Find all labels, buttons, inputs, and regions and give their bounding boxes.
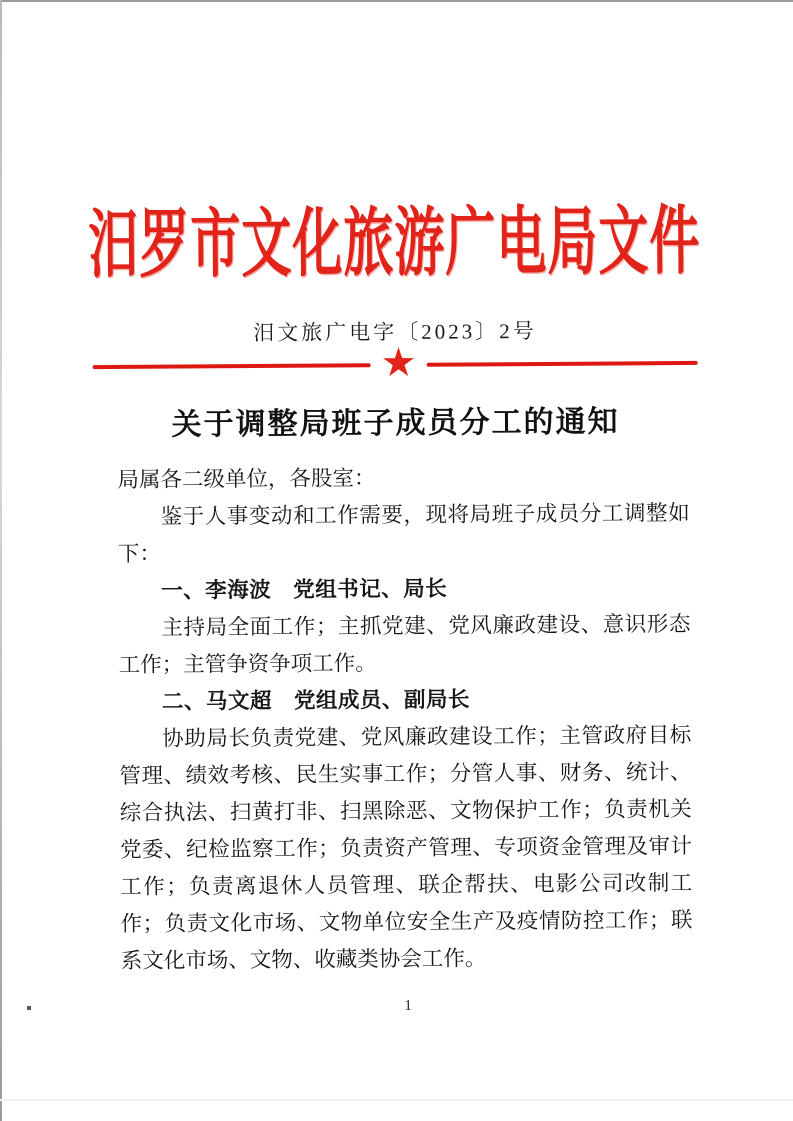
red-divider <box>92 340 698 390</box>
letterhead-org-title: 汨罗市文化旅游广电局文件 <box>87 198 701 288</box>
section-1-body: 主持局全面工作；主抓党建、党风廉政建设、意识形态工作；主管争资争项工作。 <box>118 611 691 677</box>
section-2-body: 协助局长负责党建、党风廉政建设工作；主管政府目标管理、绩效考核、民生实事工作；分管人事、财务、统计、综合执法、扫黄打非、扫黑除恶、文物保护工作；负责机关党委、纪检监察工作；负责资产管理、专项资金管理及审计工作；负责离退休人员管理、联企帮扶、电影公司改制工作；负责文化市场、文物单位安全生产及疫情防控工作；联系文化市场、文物、收藏类协会工作。 <box>119 722 693 973</box>
divider-line-right <box>427 361 698 367</box>
star-icon: ★ <box>380 339 417 387</box>
document-body <box>117 458 693 980</box>
salutation: 局属各二级单位，各股室： <box>117 466 376 492</box>
document-title: 关于调整局班子成员分工的通知 <box>171 405 620 442</box>
divider-line-left <box>93 363 371 369</box>
page-number: 1 <box>404 997 412 1014</box>
section-2-heading: 二、马文超 党组成员、副局长 <box>161 687 471 714</box>
document-number: 汨文旅广电字〔2023〕2号 <box>253 319 537 345</box>
intro-paragraph: 鉴于人事变动和工作需要，现将局班子成员分工调整如下： <box>117 500 690 566</box>
section-1-heading: 一、李海波 党组书记、局长 <box>161 576 448 603</box>
